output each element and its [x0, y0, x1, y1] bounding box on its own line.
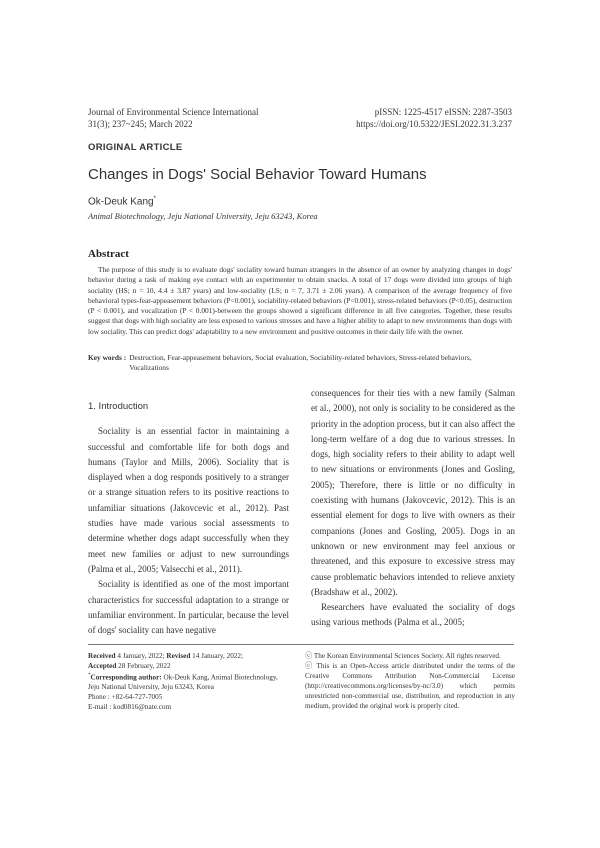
- accepted-line: Accepted 28 February, 2022: [88, 662, 171, 670]
- author-text: Ok-Deuk Kang: [88, 196, 154, 208]
- body-column-left: [88, 399, 289, 638]
- body-column-right: [311, 386, 515, 631]
- keywords-value: Destruction, Fear-appeasement behaviors, Social evaluation, Sociability-related behaviors, Stress-related behaviors, Vocalizations: [129, 353, 472, 373]
- journal-name: Journal of Environmental Science International: [88, 107, 259, 117]
- intro-heading: 1. Introduction: [88, 401, 149, 412]
- article-type: ORIGINAL ARTICLE: [88, 142, 183, 153]
- footnote-divider: [88, 644, 514, 645]
- email[interactable]: E-mail : kod0816@nate.com: [88, 703, 172, 712]
- abstract-heading: Abstract: [88, 248, 129, 260]
- dates-line: Received 4 January, 2022; Revised 14 January, 2022;: [88, 652, 243, 660]
- paragraph: Sociality is an essential factor in maintaining a successful and comfortable life for both dogs and humans (Taylor and Mills, 2006). Sociality that is displayed when a dog responds positively to a stranger or a strange situation refers to its positive reactions to unfamiliar situations (Jakovcevic et al., 2012). Past studies have made various social assessments to determine whether dogs adapt successfully when they meet new families or adjust to new surroundings (Palma et al., 2005; Valsecchi et al., 2011).: [88, 426, 289, 574]
- paragraph: Sociality is identified as one of the most important characteristics for successful adaptation to a strange or unfamiliar environment. In particular, because the level of dogs' sociality can have negative: [88, 579, 289, 636]
- license-info: [305, 651, 515, 711]
- author-mark: *: [153, 196, 156, 202]
- journal-identifiers: [356, 106, 512, 130]
- doi-link[interactable]: https://doi.org/10.5322/JESI.2022.31.3.237: [356, 119, 512, 129]
- license-text: ⓒ This is an Open-Access article distributed under the terms of the Creative Commons Attribution Non-Commercial License (http://creativecommons.org/licenses/by-nc/3.0) which permits unrestricted non-commercial use, distribution, and reproduction in any medium, provided the original work is properly cited.: [305, 662, 515, 710]
- journal-volume: 31(3); 237~245; March 2022: [88, 119, 193, 129]
- keywords-label: Key words :: [88, 353, 127, 362]
- paper-title: Changes in Dogs' Social Behavior Toward Humans: [88, 166, 427, 183]
- corresponding-author: *Corresponding author: Ok-Deuk Kang, Animal Biotechnology, Jeju National University, Jeju 63243, Korea: [88, 673, 278, 692]
- author-name: [88, 196, 156, 207]
- paragraph: consequences for their ties with a new family (Salman et al., 2000), not only is sociality to be considered as the priority in the adoption process, but it can also affect the long-term welfare of a dog due to various stresses. In dogs, high sociality refers to their ability to adapt well to new situations or environments (Jones and Gosling, 2005); Therefore, there is little or no difficulty in coexisting with humans (Jakovcevic, 2012). This is an essential element for dogs to live with owners as their companions (Jones and Gosling, 2005). Dogs in an unknown or new environment may feel anxious or threatened, and this exposure to excessive stress may cause problematic behaviors intended to relieve anxiety (Bradshaw et al., 2002).: [311, 388, 515, 597]
- journal-info: [88, 106, 258, 130]
- copyright: ⓒ The Korean Environmental Sciences Society. All rights reserved.: [305, 652, 501, 660]
- keywords: [88, 353, 512, 374]
- issn: pISSN: 1225-4517 eISSN: 2287-3503: [374, 107, 512, 117]
- article-history: [88, 651, 288, 712]
- affiliation: Animal Biotechnology, Jeju National University, Jeju 63243, Korea: [88, 211, 318, 221]
- abstract-text: The purpose of this study is to evaluate dogs' sociality toward human strangers in the absence of an owner by analyzing changes in dogs' behavior during a task of making eye contact with an experimenter to obtain snacks. A total of 17 dogs were divided into groups of high sociality (HS; n = 10, 4.4 ± 3.87 years) and low-sociality (LS; n = 7, 3.71 ± 2.06 years). A comparison of the average frequency of five behavioral types-fear-appeasement behaviors (P<0.001), sociability-related behaviors (P<0.001), stress-related behaviors (P<0.05), destruction (P < 0.001), and vocalization (P < 0.001)-between the groups showed a significant difference in all five categories. Together, these results suggest that dogs with high sociality are less exposed to various stresses and have a higher ability to adapt to new environments than dogs with low sociality. This can predict dogs' adaptability to a new environment and positive outcomes in their daily life with the owner.: [88, 265, 512, 336]
- phone: Phone : +82-64-727-7005: [88, 693, 163, 702]
- paragraph: Researchers have evaluated the sociality of dogs using various methods (Palma et al., 2005;: [311, 602, 515, 628]
